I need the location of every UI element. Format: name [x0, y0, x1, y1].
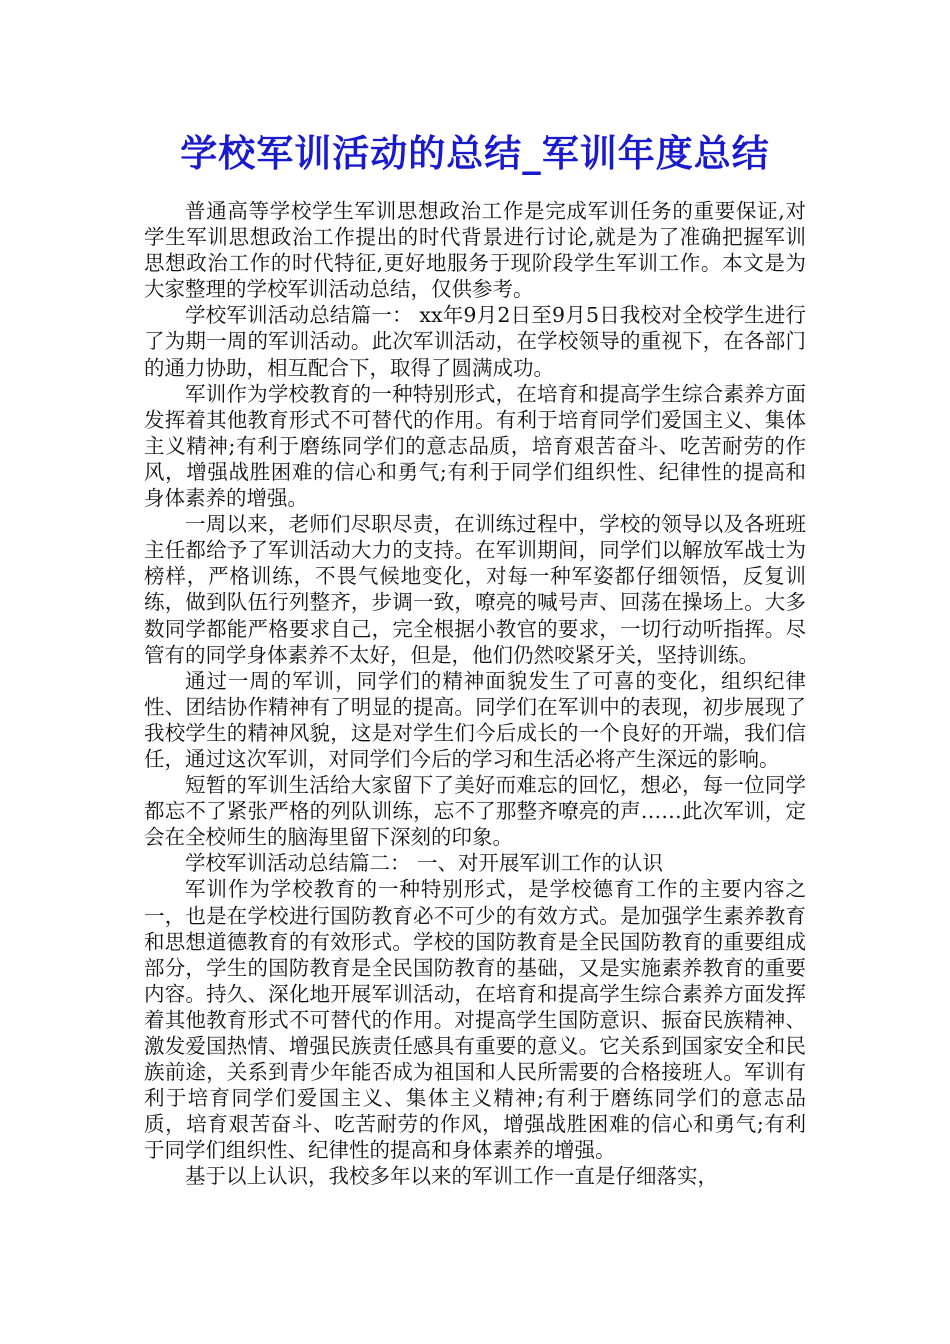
paragraph-week-training: 一周以来，老师们尽职尽责，在训练过程中，学校的领导以及各班班主任都给予了军训活动大力的支持。在军训期间，同学们以解放军战士为榜样，严格训练，不畏气候地变化，对每一种军姿都仔细领悟，反复训练，做到队伍行列整齐，步调一致，嘹亮的喊号声、回荡在操场上。大多数同学都能严格要求自己，完全根据小教官的要求，一切行动听指挥。尽管有的同学身体素养不太好，但是，他们仍然咬紧牙关，坚持训练。: [144, 512, 806, 667]
paragraph-military-training-role: 军训作为学校教育的一种特别形式，在培育和提高学生综合素养方面发挥着其他教育形式不可替代的作用。有利于培育同学们爱国主义、集体主义精神;有利于磨练同学们的意志品质，培育艰苦奋斗、吃苦耐劳的作风，增强战胜困难的信心和勇气;有利于同学们组织性、纪律性的提高和身体素养的增强。: [144, 381, 806, 511]
paragraph-summary-two-heading: 学校军训活动总结篇二： 一、对开展军训工作的认识: [185, 851, 664, 876]
paragraph-memories: 短暂的军训生活给大家留下了美好而难忘的回忆，想必，每一位同学都忘不了紧张严格的列队训练，忘不了那整齐嘹亮的声……此次军训，定会在全校师生的脑海里留下深刻的印象。: [144, 773, 806, 850]
paragraph-summary-one-intro: 学校军训活动总结篇一： xx年9月2日至9月5日我校对全校学生进行了为期一周的军训活动。此次军训活动，在学校领导的重视下，在各部门的通力协助，相互配合下，取得了圆满成功。: [144, 303, 806, 380]
paragraph-training-understanding: 军训作为学校教育的一种特别形式，是学校德育工作的主要内容之一，也是在学校进行国防教育必不可少的有效方式。是加强学生素养教育和思想道德教育的有效形式。学校的国防教育是全民国防教育的重要组成部分，学生的国防教育是全民国防教育的基础，又是实施素养教育的重要内容。持久、深化地开展军训活动，在培育和提高学生综合素养方面发挥着其他教育形式不可替代的作用。对提高学生国防意识、振奋民族精神、激发爱国热情、增强民族责任感具有重要的意义。它关系到国家安全和民族前途，关系到青少年能否成为祖国和人民所需要的合格接班人。军训有利于培育同学们爱国主义、集体主义精神;有利于磨练同学们的意志品质，培育艰苦奋斗、吃苦耐劳的作风，增强战胜困难的信心和勇气;有利于同学们组织性、纪律性的提高和身体素养的增强。: [144, 877, 806, 1163]
document-title: 学校军训活动的总结_军训年度总结: [180, 131, 770, 175]
paragraph-school-practice: 基于以上认识，我校多年以来的军训工作一直是仔细落实，: [185, 1164, 718, 1189]
paragraph-training-results: 通过一周的军训，同学们的精神面貌发生了可喜的变化，组织纪律性、团结协作精神有了明显的提高。同学们在军训中的表现，初步展现了我校学生的精神风貌，这是对学生们今后成长的一个良好的开端，我们信任，通过这次军训，对同学们今后的学习和生活必将产生深远的影响。: [144, 668, 806, 771]
document-body: [144, 198, 806, 1190]
paragraph-intro: 普通高等学校学生军训思想政治工作是完成军训任务的重要保证,对学生军训思想政治工作提出的时代背景进行讨论,就是为了准确把握军训思想政治工作的时代特征,更好地服务于现阶段学生军训工作。本文是为大家整理的学校军训活动总结，仅供参考。: [144, 199, 806, 302]
